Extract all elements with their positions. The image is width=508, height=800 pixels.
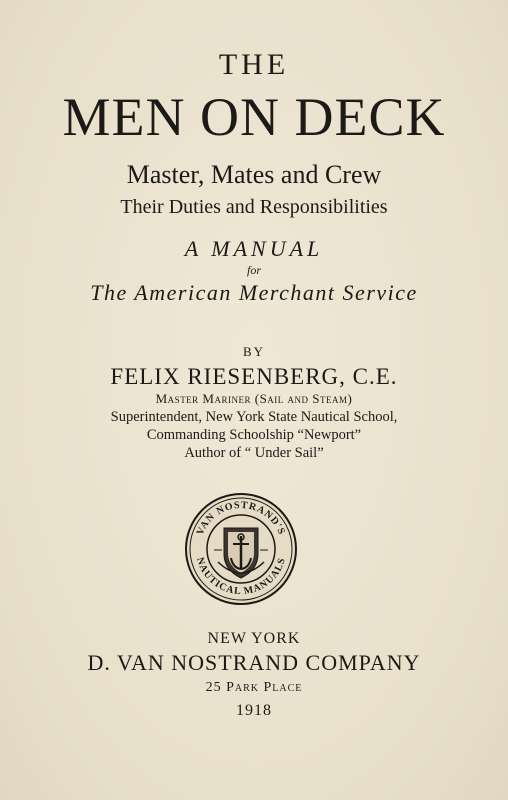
manual-heading: A MANUAL [184, 236, 324, 261]
author-name: FELIX RIESENBERG, C.E. [110, 364, 398, 389]
manual-audience: The American Merchant Service [90, 280, 418, 305]
author-previous-work: Author of “ Under Sail” [184, 445, 324, 461]
imprint-year: 1918 [236, 702, 272, 719]
publisher-seal-icon [184, 492, 298, 606]
imprint-city: NEW YORK [207, 630, 301, 647]
seal-top-text: VAN NOSTRAND'S [194, 499, 288, 537]
author-rank: Master Mariner (Sail and Steam) [155, 391, 353, 406]
author-position-1: Superintendent, New York State Nautical School, [110, 409, 398, 425]
imprint-publisher: D. VAN NOSTRAND COMPANY [87, 650, 421, 675]
title-article: THE [218, 48, 290, 81]
subtitle-primary: Master, Mates and Crew [126, 160, 382, 189]
subtitle-secondary: Their Duties and Responsibilities [120, 196, 388, 218]
byline: BY [242, 344, 266, 359]
book-title: MEN ON DECK [62, 87, 446, 147]
author-position-2: Commanding Schoolship “Newport” [146, 427, 362, 443]
manual-for: for [246, 263, 261, 277]
seal-bottom-text: NAUTICAL MANUALS [193, 556, 288, 598]
imprint-address: 25 Park Place [205, 680, 303, 695]
